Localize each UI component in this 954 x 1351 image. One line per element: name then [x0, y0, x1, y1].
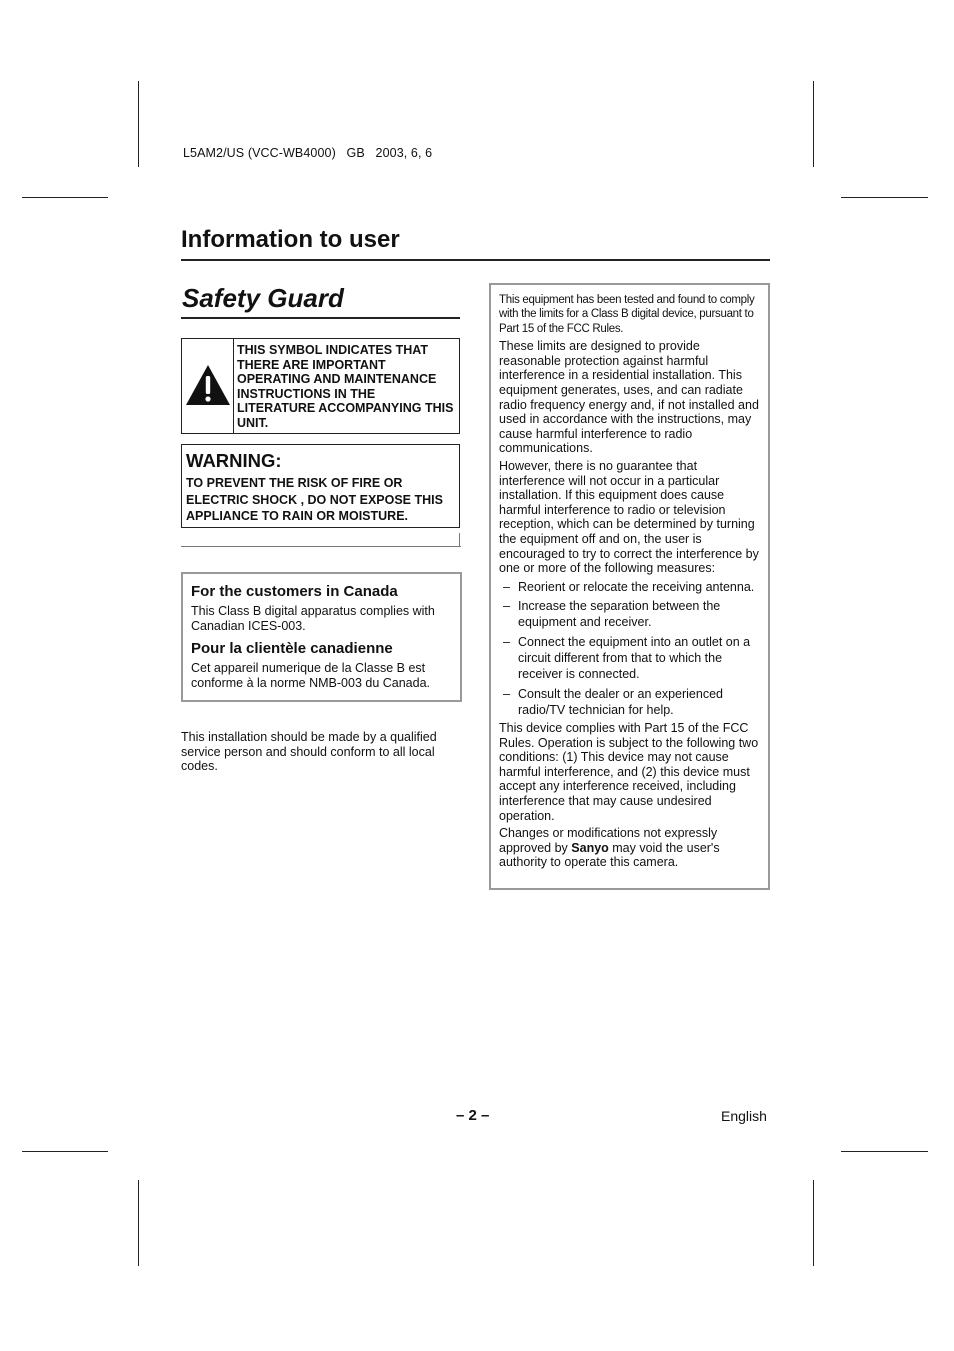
- fcc-paragraph-modifications: [499, 826, 763, 870]
- warning-triangle-icon: [185, 363, 231, 407]
- crop-mark: [813, 81, 814, 167]
- measure-text: Connect the equipment into an outlet on a circuit different from that to which the receiver is connected.: [518, 634, 751, 682]
- separator-line: [181, 546, 461, 547]
- document-code: L5AM2/US (VCC-WB4000) GB 2003, 6, 6: [183, 146, 433, 160]
- fcc-notice-box: [489, 283, 770, 890]
- warning-text: TO PREVENT THE RISK OF FIRE OR ELECTRIC SHOCK , DO NOT EXPOSE THIS APPLIANCE TO RAIN OR MOISTURE.: [186, 476, 443, 523]
- installation-note: This installation should be made by a qualified service person and should conform to all local codes.: [181, 730, 437, 773]
- modifications-text-end: may void the user's authority to operate this camera.: [499, 840, 720, 870]
- section-title: Information to user: [181, 226, 400, 253]
- measure-text: Increase the separation between the equipment and receiver.: [518, 599, 721, 630]
- crop-mark: [22, 1151, 108, 1152]
- warning-title: WARNING:: [186, 450, 282, 471]
- dash-bullet: –: [503, 634, 510, 649]
- canada-text-fr: Cet appareil numerique de la Classe B est conforme à la norme NMB-003 du Canada.: [191, 661, 431, 690]
- fcc-intro: This equipment has been tested and found to comply with the limits for a Class B digital device, pursuant to Part 15 of the FCC Rules.: [499, 294, 755, 335]
- symbol-notice-text: THIS SYMBOL INDICATES THAT THERE ARE IMPORTANT OPERATING AND MAINTENANCE INSTRUCTIONS IN THE LITERATURE ACCOMPANYING THIS UNIT.: [237, 343, 454, 430]
- crop-mark: [22, 197, 108, 198]
- crop-mark: [841, 1151, 928, 1152]
- crop-mark: [841, 197, 928, 198]
- measure-text: Consult the dealer or an experienced radio/TV technician for help.: [518, 686, 723, 717]
- dash-bullet: –: [503, 686, 510, 701]
- fcc-paragraph-guarantee: However, there is no guarantee that interference will not occur in a particular installation. If this equipment does cause harmful interference to radio or television reception, which can be determined by turning the equipment off and on, the user is encouraged to try to correct the interference by one or more of the following measures:: [499, 458, 759, 576]
- canada-notice-box: [181, 572, 462, 702]
- list-item: [499, 686, 763, 719]
- dash-bullet: –: [503, 599, 510, 614]
- crop-mark: [138, 1180, 139, 1266]
- canada-title-fr: Pour la clientèle canadienne: [191, 640, 393, 657]
- list-item: [499, 634, 763, 683]
- crop-mark: [813, 1180, 814, 1266]
- modifications-text: Changes or modifications not expressly approved by: [499, 826, 718, 855]
- dash-bullet: –: [503, 579, 510, 594]
- symbol-notice-box: [181, 338, 460, 434]
- safety-divider: [181, 317, 460, 319]
- safety-guard-title: Safety Guard: [182, 283, 344, 313]
- fcc-measures-list: [499, 579, 763, 718]
- fcc-paragraph-part15: This device complies with Part 15 of the FCC Rules. Operation is subject to the following two conditions: (1) This device may not cause harmful interference, and (2) this device must accept any interference received, including interference that may cause undesired operation.: [499, 721, 759, 823]
- symbol-icon-cell: [182, 339, 234, 433]
- warning-box: [181, 444, 460, 528]
- brand-name: Sanyo: [571, 840, 609, 855]
- section-divider: [181, 259, 770, 261]
- separator-tick: [459, 533, 460, 547]
- measure-text: Reorient or relocate the receiving antenna.: [518, 579, 755, 594]
- canada-text-en: This Class B digital apparatus complies with Canadian ICES-003.: [191, 604, 435, 633]
- page-number: – 2 –: [456, 1107, 490, 1124]
- list-item: [499, 598, 763, 631]
- language-label: English: [721, 1108, 767, 1124]
- list-item: [499, 579, 763, 595]
- crop-mark: [138, 81, 139, 167]
- fcc-paragraph-limits: These limits are designed to provide reasonable protection against harmful interference in a residential installation. This equipment generates, uses, and can radiate radio frequency energy and, if not installed and used in accordance with the instructions, may cause harmful interference to radio communications.: [499, 339, 759, 456]
- canada-title-en: For the customers in Canada: [191, 583, 398, 600]
